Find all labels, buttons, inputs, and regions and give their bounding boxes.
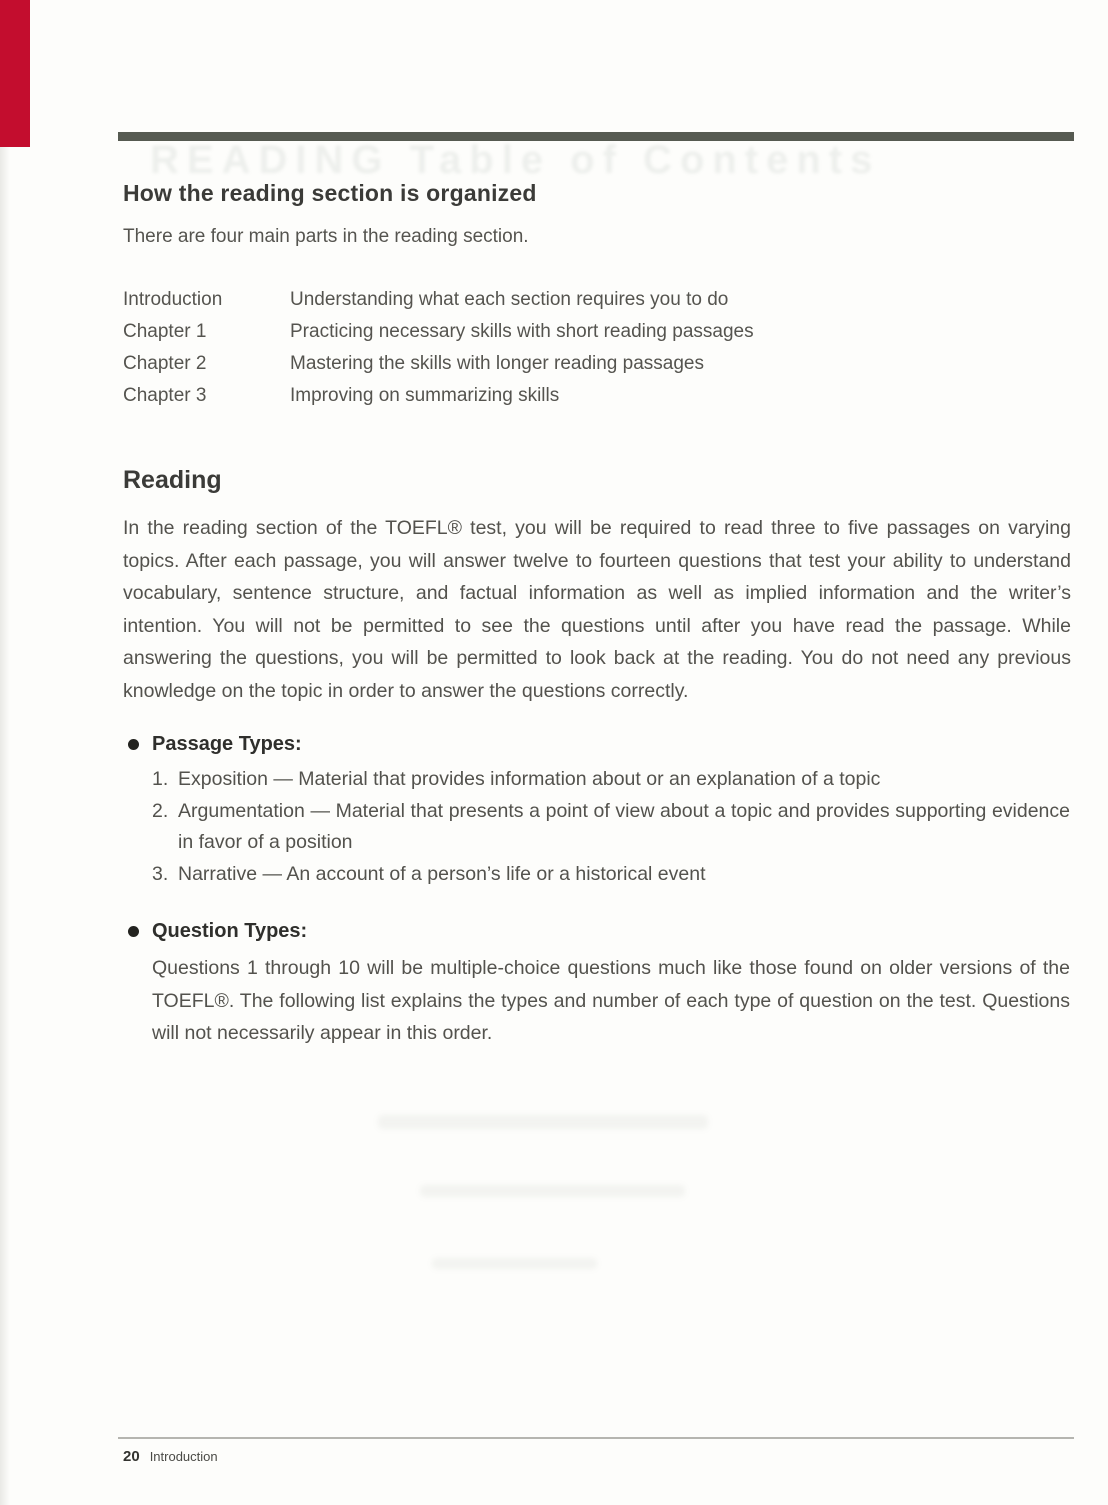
question-types-paragraph: Questions 1 through 10 will be multiple-choice questions much like those found on older versions of the TOEFL®. The following list explains the types and number of each type of question on the test. Questions will not necessarily appear in this order.	[152, 957, 1070, 1044]
table-row	[123, 316, 1071, 348]
page-number: 20	[123, 1448, 140, 1465]
bullet-icon	[128, 739, 139, 750]
list-item	[152, 796, 1070, 859]
list-item-number: 1.	[152, 768, 169, 790]
reading-paragraph: In the reading section of the TOEFL® test, you will be required to read three to five passages on varying topics. After each passage, you will answer twelve to fourteen questions that test your ability to understand vocabulary, sentence structure, and factual information as well as implied information and the writer’s intention. You will not be permitted to see the questions until after you have read the passage. While answering the questions, you will be permitted to look back at the reading. You do not need any previous knowledge on the topic in order to answer the questions correctly.	[123, 517, 1071, 702]
part-description: Practicing necessary skills with short reading passages	[290, 321, 754, 342]
question-types-heading: Question Types:	[152, 920, 308, 942]
footer	[123, 1448, 218, 1465]
bleed-through-artifact	[432, 1258, 597, 1269]
page-title: How the reading section is organized	[123, 180, 537, 206]
footer-section-label: Introduction	[149, 1449, 218, 1464]
part-description: Mastering the skills with longer reading passages	[290, 353, 704, 374]
list-item-text: Argumentation — Material that presents a point of view about a topic and provides supporting evidence in favor of a position	[178, 799, 1070, 853]
passage-types-list	[152, 764, 1070, 890]
question-types-heading-row	[128, 920, 307, 943]
red-corner-strip	[0, 0, 30, 147]
part-label: Chapter 2	[123, 353, 207, 374]
bleed-through-artifact	[420, 1185, 685, 1197]
page-edge-shadow	[0, 147, 10, 1505]
part-description: Improving on summarizing skills	[290, 385, 560, 406]
bleed-through-heading: READING Table of Contents	[150, 138, 881, 182]
footer-rule	[118, 1437, 1074, 1439]
list-item-text: Narrative — An account of a person’s life or a historical event	[178, 862, 706, 885]
list-item	[152, 859, 1070, 891]
reading-section-title: Reading	[123, 466, 222, 494]
part-label: Introduction	[123, 289, 223, 310]
parts-table	[123, 284, 1071, 412]
intro-text: There are four main parts in the reading section.	[123, 226, 529, 247]
bullet-icon	[128, 926, 139, 937]
part-label: Chapter 1	[123, 321, 207, 342]
list-item-number: 2.	[152, 799, 169, 822]
list-item-number: 3.	[152, 862, 169, 885]
table-row	[123, 380, 1071, 412]
list-item-text: Exposition — Material that provides information about or an explanation of a topic	[178, 768, 881, 790]
table-row	[123, 284, 1071, 316]
part-label: Chapter 3	[123, 385, 207, 406]
bleed-through-artifact	[378, 1115, 708, 1129]
passage-types-heading-row	[128, 733, 302, 756]
passage-types-heading: Passage Types:	[152, 733, 302, 755]
list-item	[152, 764, 1070, 796]
part-description: Understanding what each section requires you to do	[290, 289, 729, 310]
table-row	[123, 348, 1071, 380]
